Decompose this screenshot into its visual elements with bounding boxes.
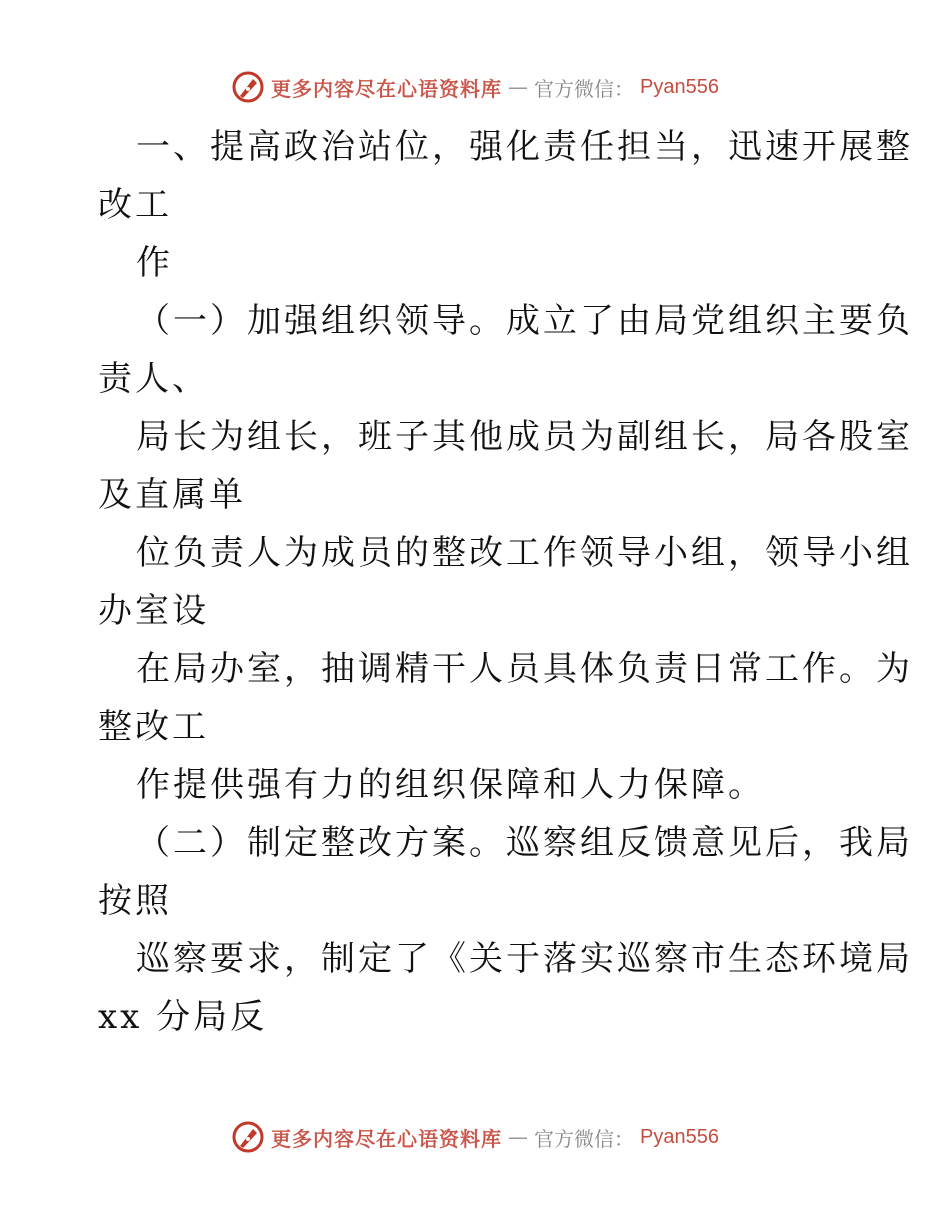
text-line: 按照 bbox=[98, 881, 172, 921]
watermark-text: 更多内容尽在心语资料库 bbox=[271, 76, 503, 101]
text-line: 改工 bbox=[98, 185, 172, 225]
watermark-separator: — bbox=[508, 75, 529, 99]
header-watermark bbox=[0, 70, 950, 104]
text-line: 办室设 bbox=[98, 591, 209, 631]
text-line: （一）加强组织领导。成立了由局党组织主要负 bbox=[136, 301, 913, 341]
text-line: 位负责人为成员的整改工作领导小组，领导小组 bbox=[136, 533, 913, 573]
text-line: 在局办室，抽调精干人员具体负责日常工作。为 bbox=[136, 649, 913, 689]
pen-nib-circle-icon bbox=[231, 1120, 265, 1154]
watermark-text: 更多内容尽在心语资料库 bbox=[271, 1126, 503, 1151]
text-line: xx 分局反 bbox=[98, 997, 268, 1037]
text-line: 巡察要求，制定了《关于落实巡察市生态环境局 bbox=[136, 939, 913, 979]
document-body bbox=[98, 118, 913, 1046]
text-line: 作提供强有力的组织保障和人力保障。 bbox=[136, 765, 765, 805]
text-line: 作 bbox=[136, 243, 173, 283]
text-line: 局长为组长，班子其他成员为副组长，局各股室 bbox=[136, 417, 913, 457]
watermark-wechat-label: 官方微信： bbox=[534, 1126, 635, 1151]
footer-watermark bbox=[0, 1120, 950, 1154]
watermark-separator: — bbox=[508, 1125, 529, 1149]
text-line: （二）制定整改方案。巡察组反馈意见后，我局 bbox=[136, 823, 913, 863]
watermark-wechat-label: 官方微信： bbox=[534, 76, 635, 101]
pen-nib-circle-icon bbox=[231, 70, 265, 104]
watermark-wechat-id: Pyan556 bbox=[640, 1125, 719, 1148]
text-line: 一、提高政治站位，强化责任担当，迅速开展整 bbox=[136, 127, 913, 167]
text-line: 责人、 bbox=[98, 359, 209, 399]
watermark-wechat-id: Pyan556 bbox=[640, 75, 719, 98]
text-line: 整改工 bbox=[98, 707, 209, 747]
text-line: 及直属单 bbox=[98, 475, 246, 515]
